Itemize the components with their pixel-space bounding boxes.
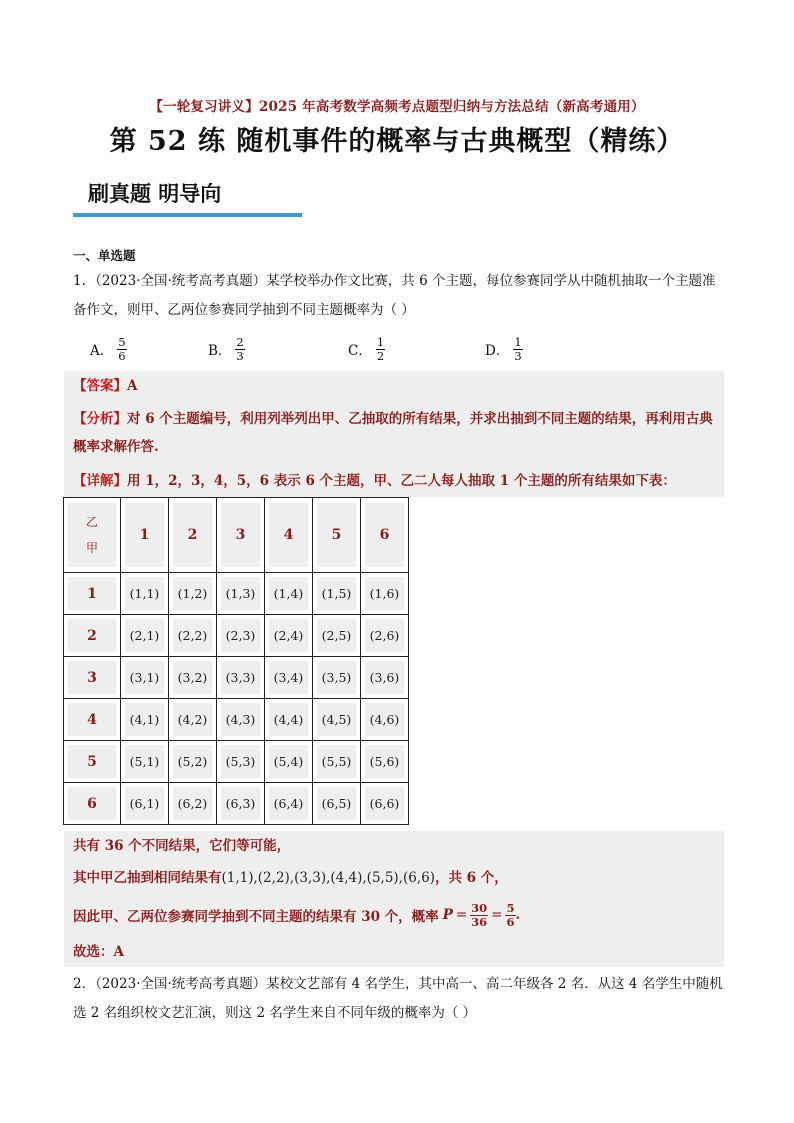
option-fraction (513, 336, 522, 363)
outcome-pair: (1,4) (269, 577, 308, 610)
outcome-pair: (3,2) (173, 661, 212, 694)
table-cell (265, 741, 313, 783)
row-header (64, 783, 121, 825)
table-cell (361, 657, 409, 699)
col-header-label: 2 (173, 503, 212, 567)
col-header (217, 498, 265, 573)
probability-fraction-2 (505, 902, 515, 929)
table-cell (265, 783, 313, 825)
table-cell (217, 573, 265, 615)
answer-line (73, 374, 723, 398)
outcome-pair: (3,4) (269, 661, 308, 694)
option-b (208, 330, 245, 368)
part-label: 一、单选题 (73, 248, 136, 263)
fraction-numerator: 5 (506, 900, 515, 915)
outcome-pair: (4,6) (365, 703, 404, 736)
corner-top-label: 乙 (85, 515, 98, 529)
outcome-pair: (6,3) (221, 787, 260, 820)
table-cell (265, 657, 313, 699)
option-letter: A． (90, 343, 114, 359)
table-cell (313, 741, 361, 783)
outcome-pair: (3,1) (125, 661, 164, 694)
section-underline (73, 213, 302, 217)
outcome-pair: (3,3) (221, 661, 260, 694)
equals-sign: = (455, 907, 468, 923)
fraction-numerator: 30 (471, 900, 488, 915)
outcome-pair: (5,3) (221, 745, 260, 778)
table-row (64, 573, 409, 615)
table-cell (121, 783, 169, 825)
col-header-label: 3 (221, 503, 260, 567)
outcome-pair: (1,6) (365, 577, 404, 610)
row-header (64, 657, 121, 699)
outcome-pair: (2,1) (125, 619, 164, 652)
row-header-label: 5 (68, 745, 116, 778)
probability-fraction-1 (470, 902, 488, 929)
table-row (64, 783, 409, 825)
table-cell (121, 573, 169, 615)
line2-suffix: ，共 6 个， (434, 870, 508, 886)
table-cell (121, 657, 169, 699)
outcome-pair: (5,5) (317, 745, 356, 778)
outcome-pair: (2,4) (269, 619, 308, 652)
fraction-denominator: 3 (514, 348, 522, 363)
fraction-denominator: 3 (236, 348, 244, 363)
outcome-pair: (4,5) (317, 703, 356, 736)
col-header-label: 6 (365, 503, 404, 567)
table-cell (265, 615, 313, 657)
outcome-pair: (6,5) (317, 787, 356, 820)
result-line-2 (73, 866, 723, 890)
table-cell (121, 615, 169, 657)
outcome-pair: (4,4) (269, 703, 308, 736)
table-cell (169, 573, 217, 615)
table-row (64, 741, 409, 783)
section-title: 刷真题 明导向 (88, 181, 222, 206)
option-d (485, 330, 523, 368)
table-cell (313, 783, 361, 825)
outcome-pair: (3,6) (365, 661, 404, 694)
col-header-label: 4 (269, 503, 308, 567)
outcome-pair: (6,1) (125, 787, 164, 820)
outcome-pair: (1,5) (317, 577, 356, 610)
table-cell (169, 783, 217, 825)
table-cell (361, 741, 409, 783)
table-cell (169, 699, 217, 741)
table-header-row (64, 498, 409, 573)
table-cell (265, 699, 313, 741)
outcome-pair: (6,2) (173, 787, 212, 820)
page-title: 第 52 练 随机事件的概率与古典概型（精练） (109, 126, 685, 157)
table-cell (169, 615, 217, 657)
detail-label: 【详解】 (73, 473, 127, 489)
row-header-label: 1 (68, 577, 116, 610)
table-cell (217, 741, 265, 783)
col-header (169, 498, 217, 573)
outcome-pair: (6,6) (365, 787, 404, 820)
table-cell (361, 783, 409, 825)
result-line-1: 共有 36 个不同结果，它们等可能， (73, 838, 291, 854)
col-header (361, 498, 409, 573)
row-header-label: 6 (68, 787, 116, 820)
fraction-denominator: 2 (376, 348, 385, 363)
option-fraction (117, 336, 126, 363)
table-cell (121, 699, 169, 741)
col-header-label: 1 (125, 503, 164, 567)
table-cell (169, 657, 217, 699)
row-header (64, 699, 121, 741)
outcome-pair: (4,1) (125, 703, 164, 736)
question-2-text: 2．（2023·全国·统考高考真题）某校文艺部有 4 名学生，其中高一、高二年级各 2 名．从这 4 名学生中随机选 2 名组织校文艺汇演，则这 2 名学生来自不同年级的概率为（ ） (73, 976, 723, 1021)
fraction-numerator: 1 (514, 334, 522, 349)
col-header (313, 498, 361, 573)
outcome-table (63, 497, 409, 825)
question-1-options (90, 330, 650, 368)
table-cell (121, 741, 169, 783)
detail-line (73, 469, 723, 493)
detail-text: 用 1，2，3，4，5，6 表示 6 个主题，甲、乙二人每人抽取 1 个主题的所有结果如下表： (127, 473, 676, 489)
outcome-pair: (2,5) (317, 619, 356, 652)
table-row (64, 657, 409, 699)
row-header-label: 4 (68, 703, 116, 736)
outcome-pair: (6,4) (269, 787, 308, 820)
table-cell (217, 783, 265, 825)
outcome-pair: (2,6) (365, 619, 404, 652)
fraction-numerator: 1 (376, 334, 385, 349)
col-header-label: 5 (317, 503, 356, 567)
col-header (121, 498, 169, 573)
fraction-denominator: 6 (506, 914, 515, 929)
corner-bottom-label: 甲 (85, 541, 98, 555)
table-cell (313, 615, 361, 657)
option-letter: C． (348, 343, 372, 359)
outcome-pair: (5,2) (173, 745, 212, 778)
table-cell (265, 573, 313, 615)
table-cell (313, 699, 361, 741)
analysis-label: 【分析】 (73, 411, 127, 427)
fraction-denominator: 6 (118, 348, 126, 363)
result-line-3 (73, 896, 723, 934)
outcome-pair: (4,2) (173, 703, 212, 736)
question-1-text: 1．（2023·全国·统考高考真题）某学校举办作文比赛，共 6 个主题，每位参赛同学从中随机抽取一个主题准备作文，则甲、乙两位参赛同学抽到不同主题概率为（ ） (73, 273, 716, 318)
row-header (64, 573, 121, 615)
outcome-pair: (1,1) (125, 577, 164, 610)
fraction-numerator: 2 (236, 334, 244, 349)
conclusion-line: 故选：A (73, 944, 124, 960)
option-fraction (376, 336, 385, 363)
table-cell (361, 615, 409, 657)
option-a (90, 330, 127, 368)
table-cell (313, 657, 361, 699)
option-letter: D． (485, 343, 510, 359)
outcome-pair: (5,1) (125, 745, 164, 778)
table-body (64, 573, 409, 825)
table-cell (169, 741, 217, 783)
row-header-label: 2 (68, 619, 116, 652)
same-pairs-list: (1,1),(2,2),(3,3),(4,4),(5,5),(6,6) (221, 870, 435, 886)
option-c (348, 330, 385, 368)
table-cell (361, 573, 409, 615)
outcome-pair: (1,3) (221, 577, 260, 610)
analysis-text: 对 6 个主题编号，利用列举列出甲、乙抽取的所有结果，并求出抽到不同主题的结果，再利用古典概率求解作答. (73, 411, 713, 455)
table-row (64, 699, 409, 741)
answer-value: A (127, 378, 138, 394)
outcome-pair: (4,3) (221, 703, 260, 736)
answer-label: 【答案】 (73, 378, 127, 394)
row-header (64, 741, 121, 783)
table-cell (217, 615, 265, 657)
series-subtitle: 【一轮复习讲义】2025 年高考数学高频考点题型归纳与方法总结（新高考通用） (149, 99, 645, 115)
fraction-numerator: 5 (118, 334, 126, 349)
row-header (64, 615, 121, 657)
analysis-line (73, 405, 723, 461)
line3-prefix: 因此甲、乙两位参赛同学抽到不同主题的结果有 30 个，概率 (73, 909, 439, 925)
line2-prefix: 其中甲乙抽到相同结果有 (73, 870, 222, 886)
outcome-pair: (2,2) (173, 619, 212, 652)
col-header (265, 498, 313, 573)
table-cell (313, 573, 361, 615)
table-cell (217, 699, 265, 741)
option-letter: B． (208, 343, 232, 359)
period: . (515, 907, 521, 923)
table-corner-cell (64, 498, 121, 573)
table-cell (361, 699, 409, 741)
outcome-pair: (5,4) (269, 745, 308, 778)
option-fraction (235, 336, 244, 363)
equals-sign: = (491, 907, 503, 923)
probability-variable: P (442, 907, 453, 923)
outcome-pair: (1,2) (173, 577, 212, 610)
table-cell (217, 657, 265, 699)
row-header-label: 3 (68, 661, 116, 694)
fraction-denominator: 36 (471, 914, 488, 929)
outcome-pair: (5,6) (365, 745, 404, 778)
outcome-pair: (3,5) (317, 661, 356, 694)
table-row (64, 615, 409, 657)
outcome-pair: (2,3) (221, 619, 260, 652)
